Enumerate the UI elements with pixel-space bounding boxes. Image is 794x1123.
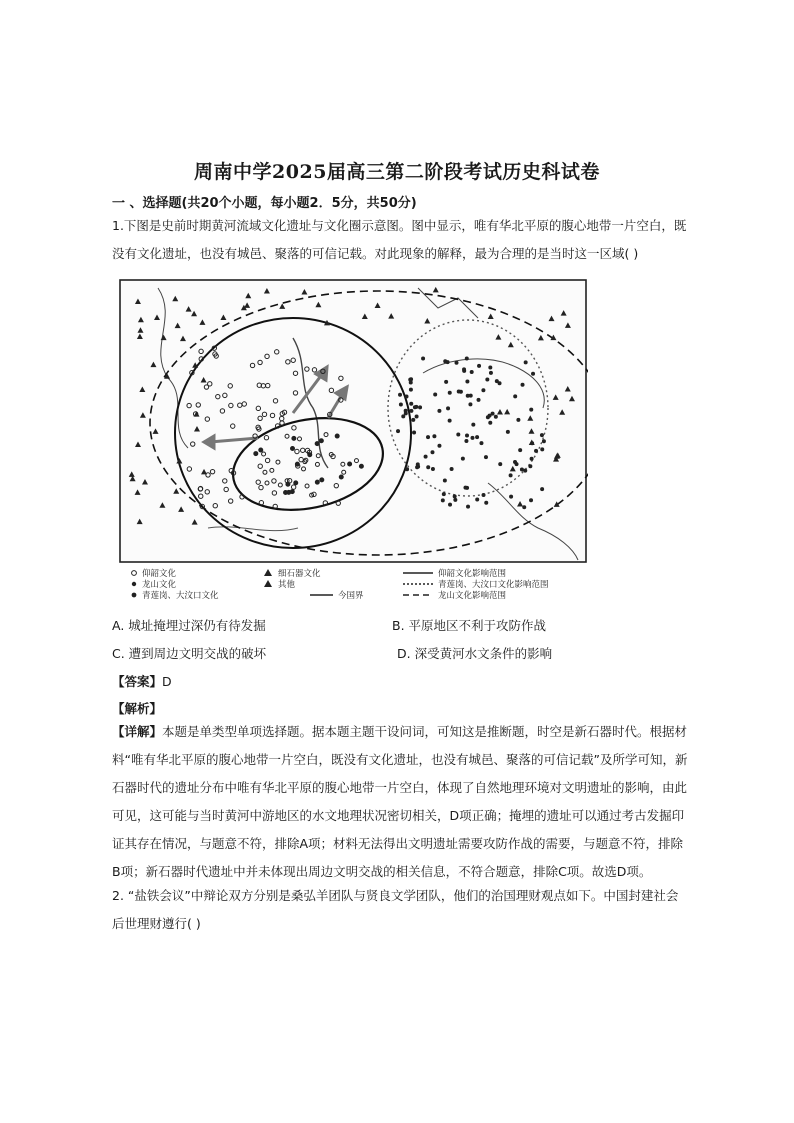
- site-marker-filled: [430, 450, 434, 454]
- site-marker-filled: [518, 448, 522, 452]
- legend-qinglian: 青莲岗、大汶口文化: [142, 591, 219, 600]
- legend-yangshao: 仰韶文化: [142, 569, 177, 579]
- site-marker-filled: [477, 364, 481, 368]
- site-marker-filled: [491, 412, 495, 416]
- answer-value: D: [162, 674, 172, 689]
- site-marker-filled: [404, 409, 408, 413]
- site-marker-filled: [415, 415, 419, 419]
- site-marker-filled: [529, 408, 533, 412]
- site-marker-filled: [524, 360, 528, 364]
- site-marker-filled: [426, 435, 430, 439]
- site-marker-filled: [529, 498, 533, 502]
- site-marker-filled: [485, 378, 489, 382]
- site-marker-filled: [516, 418, 520, 422]
- answer-line: [112, 672, 172, 690]
- site-marker-filled: [461, 457, 465, 461]
- legend-longshan-range: 龙山文化影响范围: [438, 591, 507, 600]
- option-a[interactable]: A. 城址掩埋过深仍有待发掘: [112, 618, 266, 633]
- site-marker-central: [292, 436, 296, 440]
- detail-paragraph: [112, 718, 690, 886]
- site-marker-filled: [437, 409, 441, 413]
- legend-qinglian-range: 青莲岗、大汶口文化影响范围: [438, 580, 549, 590]
- site-marker-filled: [509, 473, 513, 477]
- option-b[interactable]: B. 平原地区不利于攻防作战: [392, 618, 547, 633]
- site-marker-filled: [448, 419, 452, 423]
- option-c[interactable]: C. 遭到周边文明交战的破坏: [112, 646, 267, 661]
- site-marker-central: [348, 462, 352, 466]
- site-marker-filled: [513, 394, 517, 398]
- site-marker-filled: [498, 462, 502, 466]
- site-marker-central: [295, 462, 299, 466]
- site-marker-filled: [465, 357, 469, 361]
- site-marker-central: [259, 448, 263, 452]
- legend-longshan: 龙山文化: [142, 580, 177, 590]
- site-marker-filled: [437, 444, 441, 448]
- site-marker-filled: [413, 405, 417, 409]
- site-marker-filled: [401, 414, 405, 418]
- site-marker-filled: [488, 421, 492, 425]
- site-marker-filled: [489, 371, 493, 375]
- site-marker-filled: [433, 393, 437, 397]
- site-marker-filled: [475, 435, 479, 439]
- site-marker-filled: [441, 498, 445, 502]
- site-marker-filled: [399, 402, 403, 406]
- exam-title: 周南中学2025届高三第二阶段考试历史科试卷: [194, 161, 600, 183]
- site-marker-filled: [459, 390, 463, 394]
- site-marker-filled: [416, 462, 420, 466]
- site-marker-filled: [412, 430, 416, 434]
- site-marker-central: [320, 478, 324, 482]
- site-marker-filled: [408, 378, 412, 382]
- site-marker-filled: [521, 383, 525, 387]
- site-marker-filled: [482, 493, 486, 497]
- answer-tag: 【答案】: [112, 674, 163, 689]
- site-marker-filled: [396, 429, 400, 433]
- detail-tag: 【详解】: [112, 724, 163, 739]
- site-marker-filled: [409, 388, 413, 392]
- site-marker-filled: [530, 457, 534, 461]
- site-marker-filled: [468, 402, 472, 406]
- site-marker-filled: [494, 415, 498, 419]
- site-marker-filled: [531, 372, 535, 376]
- site-marker-filled: [471, 423, 475, 427]
- site-marker-filled: [466, 505, 470, 509]
- site-marker-filled: [475, 497, 479, 501]
- option-d[interactable]: D. 深受黄河水文条件的影响: [397, 646, 553, 661]
- site-marker-filled: [534, 449, 538, 453]
- site-marker-filled: [456, 432, 460, 436]
- site-marker-filled: [540, 433, 544, 437]
- site-marker-filled: [466, 394, 470, 398]
- analysis-tag: 【解析】: [112, 701, 163, 716]
- site-marker-filled: [479, 441, 483, 445]
- site-marker-filled: [465, 379, 469, 383]
- site-marker-filled: [484, 455, 488, 459]
- site-marker-filled: [523, 469, 527, 473]
- site-marker-filled: [446, 360, 450, 364]
- site-marker-filled: [481, 388, 485, 392]
- question-1-stem: 1.下图是史前时期黄河流域文化遗址与文化圈示意图。图中显示，唯有华北平原的腹心地带一片空白，既没有文化遗址，也没有城邑、聚落的可信记载。对此现象的解释，最为合理的是当时这一区域( ): [112, 218, 687, 261]
- site-marker-filled: [542, 439, 546, 443]
- site-marker-filled: [455, 361, 459, 365]
- site-marker-filled: [448, 503, 452, 507]
- site-marker-filled: [444, 380, 448, 384]
- site-marker-central: [339, 475, 343, 479]
- site-marker-filled: [442, 492, 446, 496]
- site-marker-filled: [409, 409, 413, 413]
- legend-other: 其他: [278, 580, 296, 590]
- site-marker-filled: [405, 395, 409, 399]
- site-marker-filled: [421, 356, 425, 360]
- site-marker-central: [319, 439, 323, 443]
- site-marker-central: [254, 452, 258, 456]
- site-marker-filled: [522, 505, 526, 509]
- site-marker-filled: [432, 434, 436, 438]
- site-marker-filled: [398, 393, 402, 397]
- yellow-river-culture-map: [118, 278, 588, 600]
- section-heading: 一 、选择题(共20个小题，每小题2．5分，共50分): [112, 196, 417, 211]
- site-marker-filled: [488, 365, 492, 369]
- site-marker-central: [290, 490, 294, 494]
- site-marker-filled: [453, 494, 457, 498]
- site-marker-filled: [470, 370, 474, 374]
- site-marker-filled: [446, 406, 450, 410]
- legend-yangshao-range: 仰韶文化影响范围: [438, 569, 507, 579]
- site-marker-central: [335, 434, 339, 438]
- site-marker-filled: [411, 418, 415, 422]
- site-marker-filled: [443, 479, 447, 483]
- map-figure: [118, 278, 588, 600]
- site-marker-filled: [453, 498, 457, 502]
- site-marker-filled: [509, 495, 513, 499]
- site-marker-filled: [540, 447, 544, 451]
- site-marker-filled: [424, 455, 428, 459]
- site-marker-filled: [477, 398, 481, 402]
- site-marker-filled: [426, 465, 430, 469]
- site-marker-filled: [513, 460, 517, 464]
- site-marker-filled: [418, 405, 422, 409]
- site-marker-filled: [409, 402, 413, 406]
- site-marker-filled: [448, 391, 452, 395]
- site-marker-central: [284, 490, 288, 494]
- site-marker-filled: [405, 467, 409, 471]
- question-2-stem: 2. “盐铁会议”中辩论双方分别是桑弘羊团队与贤良文学团队，他们的治国理财观点如下。中国封建社会后世理财遵行( ): [112, 888, 679, 931]
- legend-border: 今国界: [338, 591, 364, 600]
- legend-xishi: 细石器文化: [278, 569, 321, 579]
- site-marker-central: [315, 480, 319, 484]
- site-marker-filled: [465, 486, 469, 490]
- site-marker-filled: [528, 464, 532, 468]
- site-marker-central: [291, 447, 295, 451]
- site-marker-filled: [506, 430, 510, 434]
- site-marker-filled: [431, 467, 435, 471]
- site-marker-filled: [498, 381, 502, 385]
- site-marker-filled: [484, 501, 488, 505]
- site-marker-filled: [470, 436, 474, 440]
- site-marker-filled: [462, 369, 466, 373]
- site-marker-filled: [465, 433, 469, 437]
- site-marker-central: [315, 442, 319, 446]
- site-marker-central: [308, 453, 312, 457]
- detail-text: 本题是单类型单项选择题。据本题主题干设问词，可知这是推断题，时空是新石器时代。根据材料“唯有华北平原的腹心地带一片空白，既没有文化遗址，也没有城邑、聚落的可信记载”及所学可知，新石器时代的遗址分布中唯有华北平原的腹心地带一片空白，体现了自然地理环境对文明遗址的影响，由此可见，这可能与当时黄河中游地区的水文地理状况密切相关，D项正确；掩埋的遗址可以通过考古发掘印证其存在情况，与题意不符，排除A项；材料无法得出文明遗址需要攻防作战的需要，与题意不符，排除B项；新石器时代遗址中并未体现出周边文明交战的相关信息，不符合题意，排除C项。故选D项。: [112, 724, 688, 879]
- site-marker-filled: [464, 439, 468, 443]
- site-marker-central: [359, 464, 363, 468]
- site-marker-filled: [450, 467, 454, 471]
- site-marker-filled: [540, 487, 544, 491]
- site-marker-central: [294, 481, 298, 485]
